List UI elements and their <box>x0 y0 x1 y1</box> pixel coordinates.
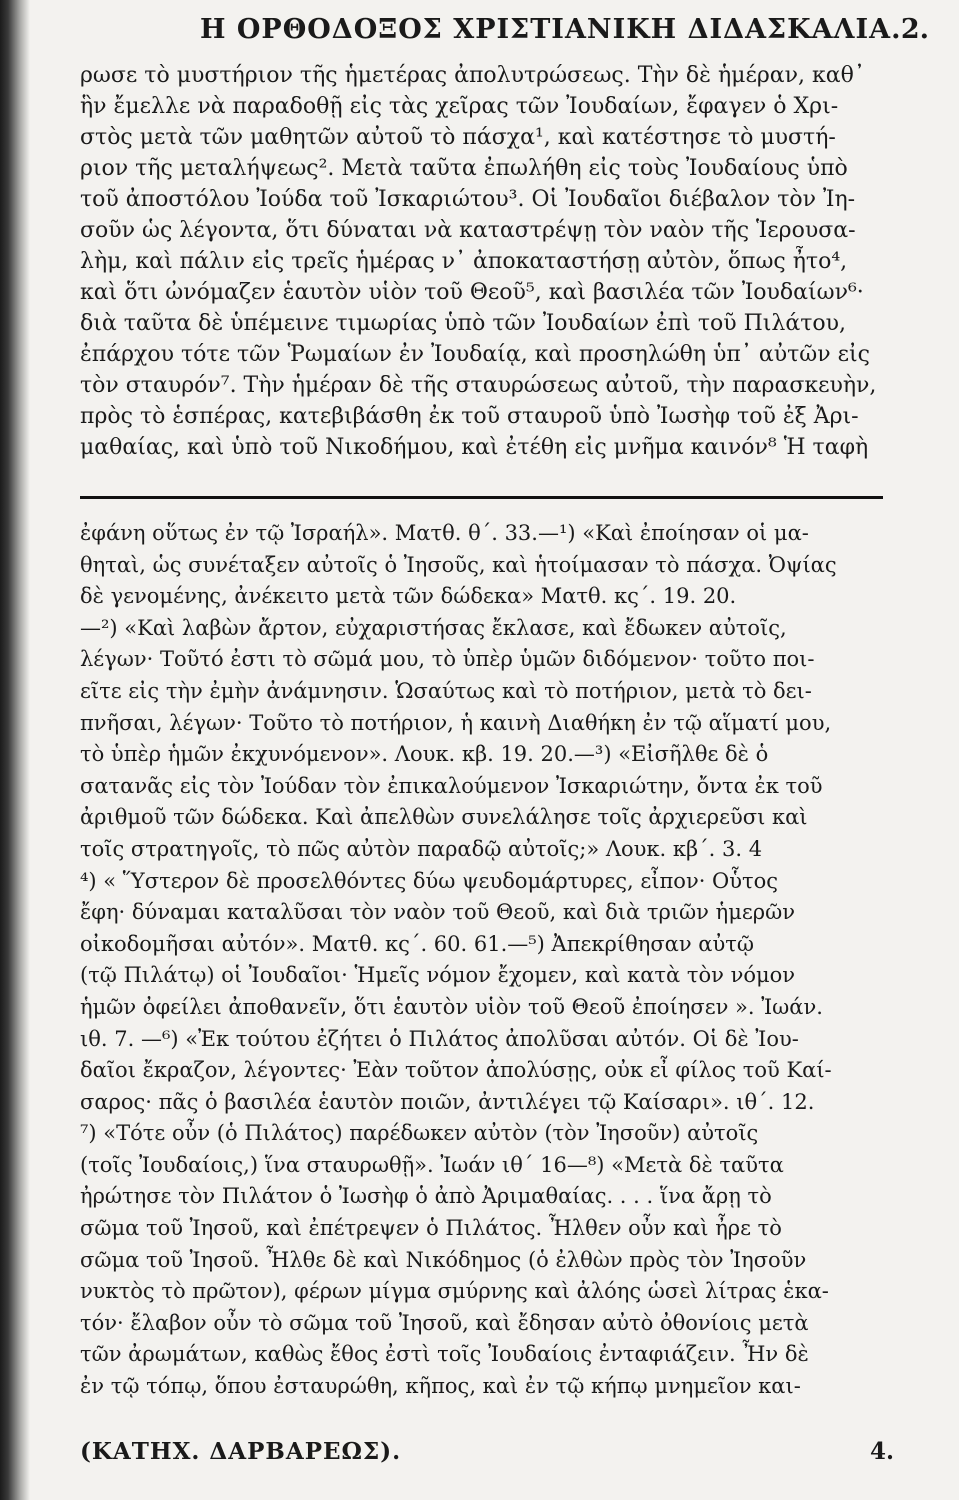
page-footer <box>80 1438 894 1474</box>
footnote-line: εῖτε εἰς τὴν ἐμὴν ἀνάμνησιν. Ὡσαύτως καὶ τὸ ποτήριον, μετὰ τὸ δει- <box>80 678 812 703</box>
signature-number: 4. <box>869 1438 894 1465</box>
footnote-line: τὸ ὑπὲρ ἡμῶν ἐκχυνόμενον». Λουκ. κβ. 19. 20.—³) «Εἰσῆλθε δὲ ὁ <box>80 742 769 767</box>
footnote-line: (τοῖς Ἰουδαίοις,) ἵνα σταυρωθῇ». Ἰωάν ιθ΄ 16—⁸) «Μετὰ δὲ ταῦτα <box>80 1152 784 1177</box>
footnote-line: σῶμα τοῦ Ἰησοῦ. Ἦλθε δὲ καὶ Νικόδημος (ὁ ἐλθὼν πρὸς τὸν Ἰησοῦν <box>80 1247 807 1272</box>
running-title: Η ΟΡΘΟΔΟΞΟΣ ΧΡΙΣΤΙΑΝΙΚΗ ΔΙΔΑΣΚΑΛΙΑ. <box>200 14 902 45</box>
main-text-line: διὰ ταῦτα δὲ ὑπέμεινε τιμωρίας ὑπὸ τῶν Ἰουδαίων ἐπὶ τοῦ Πιλάτου, <box>80 311 846 336</box>
footnote-line: τῶν ἀρωμάτων, καθὼς ἔθος ἐστὶ τοῖς Ἰουδαίοις ἐνταφιάζειν. Ἦν δὲ <box>80 1342 809 1367</box>
footnotes <box>80 518 885 1403</box>
footnote-line: —²) «Καὶ λαβὼν ἄρτον, εὐχαριστήσας ἔκλασε, καὶ ἔδωκεν αὐτοῖς, <box>80 615 787 640</box>
main-text-line: ἐπάρχου τότε τῶν Ῥωμαίων ἐν Ἰουδαίᾳ, καὶ προσηλώθη ὑπ᾽ αὐτῶν εἰς <box>80 342 870 367</box>
main-text-line: μαθαίας, καὶ ὑπὸ τοῦ Νικοδήμου, καὶ ἐτέθη εἰς μνῆμα καινόν⁸ Ἡ ταφὴ <box>80 435 869 460</box>
footnote-line: ⁴) « Ὕστερον δὲ προσελθόντες δύω ψευδομάρτυρες, εἶπον· Οὗτος <box>80 868 779 893</box>
footnote-line: ἐν τῷ τόπῳ, ὅπου ἐσταυρώθη, κῆπος, καὶ ἐν τῷ κήπῳ μνημεῖον και- <box>80 1374 801 1399</box>
footnote-line: δαῖοι ἔκραζον, λέγοντες· Ἐὰν τοῦτον ἀπολύσῃς, οὐκ εἶ φίλος τοῦ Καί- <box>80 1058 832 1083</box>
footnote-line: ἠρώτησε τὸν Πιλάτον ὁ Ἰωσὴφ ὁ ἀπὸ Ἀριμαθαίας. . . . ἵνα ἄρῃ τὸ <box>80 1184 772 1209</box>
main-text-line: ριον τῆς μεταλήψεως². Μετὰ ταῦτα ἐπωλήθη εἰς τοὺς Ἰουδαίους ὑπὸ <box>80 156 848 181</box>
footnote-divider <box>80 496 883 499</box>
footnote-line: σαρος· πᾶς ὁ βασιλέα ἑαυτὸν ποιῶν, ἀντιλέγει τῷ Καίσαρι». ιθ΄. 12. <box>80 1089 815 1114</box>
footnote-line: λέγων· Τοῦτό ἐστι τὸ σῶμά μου, τὸ ὑπὲρ ὑμῶν διδόμενον· τοῦτο ποι- <box>80 647 815 672</box>
signature-mark: (ΚΑΤΗΧ. ΔΑΡΒΑΡΕΩΣ). <box>80 1438 402 1465</box>
footnote-line: ἡμῶν ὀφείλει ἀποθανεῖν, ὅτι ἑαυτὸν υἱὸν τοῦ Θεοῦ ἐποίησεν ». Ἰωάν. <box>80 994 823 1019</box>
main-text-line: στὸς μετὰ τῶν μαθητῶν αὐτοῦ τὸ πάσχα¹, καὶ κατέστησε τὸ μυστή- <box>80 125 836 150</box>
footnote-line: τοῖς στρατηγοῖς, τὸ πῶς αὐτὸν παραδῷ αὐτοῖς;» Λουκ. κβ΄. 3. 4 <box>80 836 763 861</box>
footnote-line: ἔφη· δύναμαι καταλῦσαι τὸν ναὸν τοῦ Θεοῦ, καὶ διὰ τριῶν ἡμερῶν <box>80 900 795 925</box>
main-text-line: ρωσε τὸ μυστήριον τῆς ἡμετέρας ἀπολυτρώσεως. Τὴν δὲ ἡμέραν, καθ᾽ <box>80 63 865 88</box>
binding-shadow <box>0 0 30 1500</box>
footnote-line: πνῆσαι, λέγων· Τοῦτο τὸ ποτήριον, ἡ καινὴ Διαθήκη ἐν τῷ αἵματί μου, <box>80 710 832 735</box>
footnote-line: ἀριθμοῦ τῶν δώδεκα. Καὶ ἀπελθὼν συνελάλησε τοῖς ἀρχιερεῦσι καὶ <box>80 805 808 830</box>
main-text-line: λὴμ, καὶ πάλιν εἰς τρεῖς ἡμέρας ν᾽ ἀποκαταστήσῃ αὐτὸν, ὅπως ἦτο⁴, <box>80 249 848 274</box>
footnote-line: (τῷ Πιλάτῳ) οἱ Ἰουδαῖοι· Ἡμεῖς νόμον ἔχομεν, καὶ κατὰ τὸν νόμον <box>80 963 796 988</box>
main-text-line: τὸν σταυρόν⁷. Τὴν ἡμέραν δὲ τῆς σταυρώσεως αὐτοῦ, τὴν παρασκευὴν, <box>80 373 877 398</box>
footnote-line: τόν· ἔλαβον οὖν τὸ σῶμα τοῦ Ἰησοῦ, καὶ ἔδησαν αὐτὸ ὀθονίοις μετὰ <box>80 1310 809 1335</box>
footnote-line: σῶμα τοῦ Ἰησοῦ, καὶ ἐπέτρεψεν ὁ Πιλάτος. Ἦλθεν οὖν καὶ ἦρε τὸ <box>80 1216 782 1241</box>
footnote-line: οἰκοδομῆσαι αὐτόν». Ματθ. κς΄. 60. 61.—⁵) Ἀπεκρίθησαν αὐτῷ <box>80 931 754 956</box>
main-text-line: καὶ ὅτι ὠνόμαζεν ἑαυτὸν υἱὸν τοῦ Θεοῦ⁵, καὶ βασιλέα τῶν Ἰουδαίων⁶· <box>80 280 864 305</box>
footnote-line: δὲ γενομένης, ἀνέκειτο μετὰ τῶν δώδεκα» Ματθ. κς΄. 19. 20. <box>80 584 737 609</box>
main-text-line: πρὸς τὸ ἑσπέρας, κατεβιβάσθη ἐκ τοῦ σταυροῦ ὑπὸ Ἰωσὴφ τοῦ ἐξ Ἀρι- <box>80 404 859 429</box>
footnote-line: ιθ. 7. —⁶) «Ἐκ τούτου ἐζήτει ὁ Πιλάτος ἀπολῦσαι αὐτόν. Οἱ δὲ Ἰου- <box>80 1026 799 1051</box>
main-text-line: τοῦ ἀποστόλου Ἰούδα τοῦ Ἰσκαριώτου³. Οἱ Ἰουδαῖοι διέβαλον τὸν Ἰη- <box>80 187 856 212</box>
footnote-line: θηταὶ, ὡς συνέταξεν αὐτοῖς ὁ Ἰησοῦς, καὶ ἡτοίμασαν τὸ πάσχα. Ὀψίας <box>80 552 837 577</box>
page-number: 2. <box>900 14 929 45</box>
footnote-line: ἐφάνη οὕτως ἐν τῷ Ἰσραήλ». Ματθ. θ΄. 33.—¹) «Καὶ ἐποίησαν οἱ μα- <box>80 521 809 545</box>
footnote-line: ⁷) «Τότε οὖν (ὁ Πιλάτος) παρέδωκεν αὐτὸν (τὸν Ἰησοῦν) αὐτοῖς <box>80 1121 759 1146</box>
main-text-line: ἣν ἔμελλε νὰ παραδοθῇ εἰς τὰς χεῖρας τῶν Ἰουδαίων, ἔφαγεν ὁ Χρι- <box>80 94 839 119</box>
main-text-line: σοῦν ὡς λέγοντα, ὅτι δύναται νὰ καταστρέψῃ τὸν ναὸν τῆς Ἱερουσα- <box>80 218 856 243</box>
main-text <box>80 60 880 463</box>
footnote-line: σατανᾶς εἰς τὸν Ἰούδαν τὸν ἐπικαλούμενον Ἰσκαριώτην, ὄντα ἐκ τοῦ <box>80 773 823 798</box>
footnote-line: νυκτὸς τὸ πρῶτον), φέρων μίγμα σμύρνης καὶ ἀλόης ὡσεὶ λίτρας ἑκα- <box>80 1279 829 1304</box>
page-header <box>200 14 929 54</box>
